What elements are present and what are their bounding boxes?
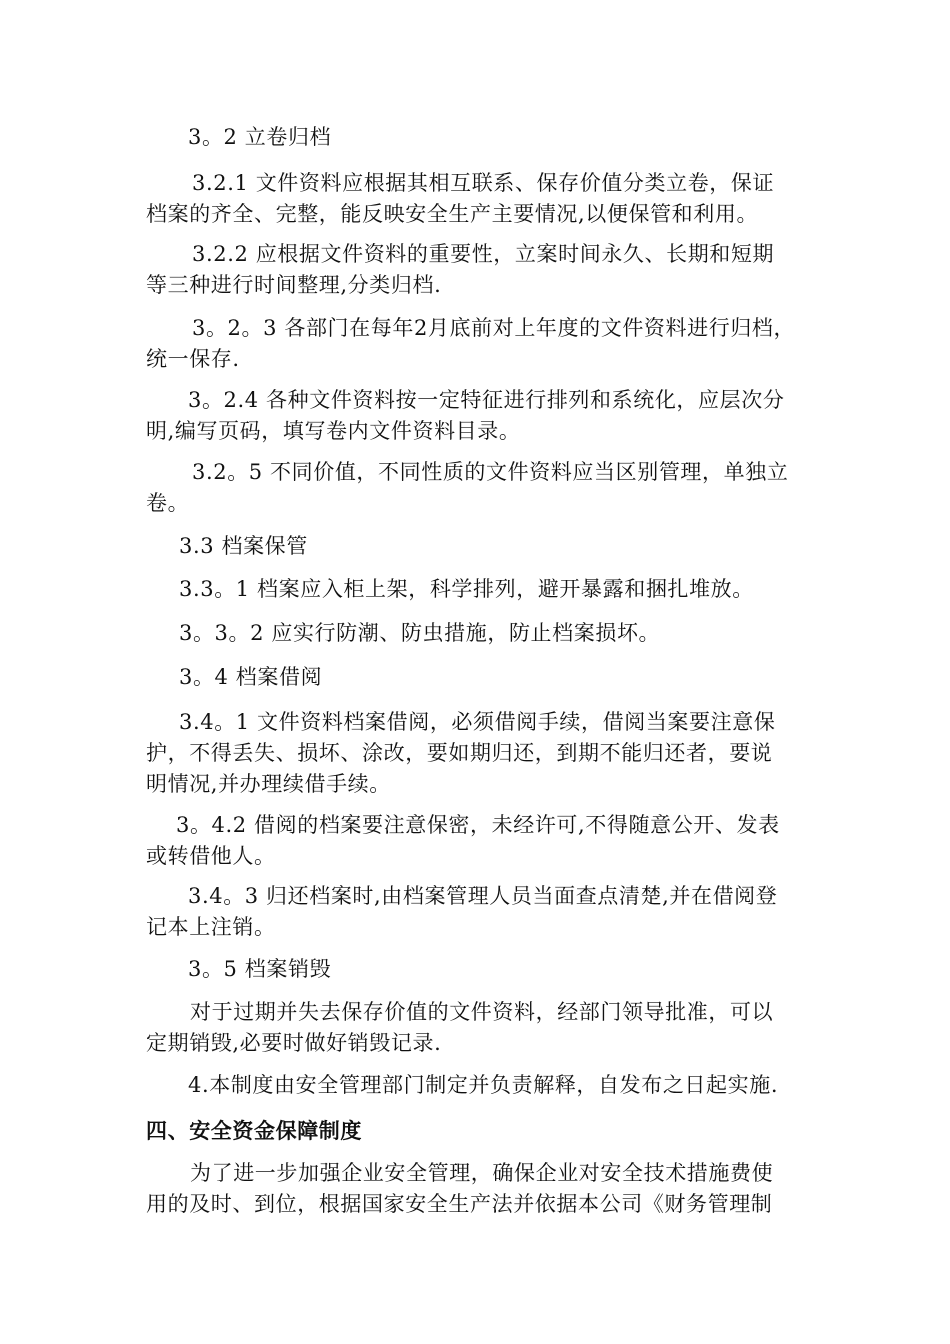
text-line: 3.4。1 文件资料档案借阅，必须借阅手续，借阅当案要注意保 xyxy=(179,710,776,734)
text-line: 卷。 xyxy=(146,491,190,515)
text-line: 3.3 档案保管 xyxy=(179,534,308,558)
paragraph-3-3-2 xyxy=(146,618,808,649)
text-line: 为了进一步加强企业安全管理，确保企业对安全技术措施费使 xyxy=(190,1161,774,1185)
text-line: 3。4.2 借阅的档案要注意保密，未经许可,不得随意公开、发表 xyxy=(176,813,780,837)
text-line: 对于过期并失去保存价值的文件资料，经部门领导批准，可以 xyxy=(190,1000,774,1024)
section-heading-3-5 xyxy=(146,954,808,985)
paragraph-section-4 xyxy=(146,1070,808,1101)
text-line: 记本上注销。 xyxy=(146,915,276,939)
paragraph-3-3-1 xyxy=(146,574,808,605)
text-line: 统一保存. xyxy=(146,347,240,371)
text-line: 明情况,并办理续借手续。 xyxy=(146,772,391,796)
text-line: 3.4。3 归还档案时,由档案管理人员当面查点清楚,并在借阅登 xyxy=(188,884,778,908)
paragraph-3-4-3 xyxy=(146,881,808,943)
paragraph-safety-funds-intro xyxy=(146,1158,808,1220)
text-line: 定期销毁,必要时做好销毁记录. xyxy=(146,1031,442,1055)
section-heading-3-4 xyxy=(146,662,808,693)
text-line: 3.2。5 不同价值，不同性质的文件资料应当区别管理，单独立 xyxy=(192,460,789,484)
text-line: 或转借他人。 xyxy=(146,844,276,868)
text-line: 档案的齐全、完整，能反映安全生产主要情况,以便保管和利用。 xyxy=(146,202,759,226)
text-line: 3.3。1 档案应入柜上架，科学排列，避开暴露和捆扎堆放。 xyxy=(179,577,754,601)
section-heading-3-3 xyxy=(146,531,808,562)
chapter-heading-safety-funds xyxy=(146,1116,808,1147)
paragraph-3-2-2 xyxy=(146,239,808,301)
paragraph-3-2-1 xyxy=(146,168,808,230)
text-line: 等三种进行时间整理,分类归档. xyxy=(146,273,442,297)
paragraph-3-4-1 xyxy=(146,707,808,800)
text-line: 4.本制度由安全管理部门制定并负责解释，自发布之日起实施. xyxy=(188,1073,779,1097)
text-line: 用的及时、到位，根据国家安全生产法并依据本公司《财务管理制 xyxy=(146,1192,773,1216)
text-line: 3。2。3 各部门在每年2月底前对上年度的文件资料进行归档， xyxy=(192,316,796,340)
paragraph-destruction xyxy=(146,997,808,1059)
paragraph-3-4-2 xyxy=(146,810,808,872)
section-heading-3-2 xyxy=(146,122,808,153)
text-line: 明,编写页码，填写卷内文件资料目录。 xyxy=(146,419,521,443)
paragraph-3-2-3 xyxy=(146,313,808,375)
paragraph-3-2-4 xyxy=(146,385,808,447)
text-line: 四、安全资金保障制度 xyxy=(146,1119,362,1143)
text-line: 3。5 档案销毁 xyxy=(188,957,332,981)
text-line: 3。2 立卷归档 xyxy=(188,125,332,149)
text-line: 3。4 档案借阅 xyxy=(179,665,323,689)
text-line: 3.2.1 文件资料应根据其相互联系、保存价值分类立卷，保证 xyxy=(192,171,775,195)
text-line: 3.2.2 应根据文件资料的重要性，立案时间永久、长期和短期 xyxy=(192,242,775,266)
text-line: 护，不得丢失、损坏、涂改，要如期归还，到期不能归还者，要说 xyxy=(146,741,773,765)
paragraph-3-2-5 xyxy=(146,457,808,519)
text-line: 3。3。2 应实行防潮、防虫措施，防止档案损坏。 xyxy=(179,621,661,645)
text-line: 3。2.4 各种文件资料按一定特征进行排列和系统化，应层次分 xyxy=(188,388,785,412)
